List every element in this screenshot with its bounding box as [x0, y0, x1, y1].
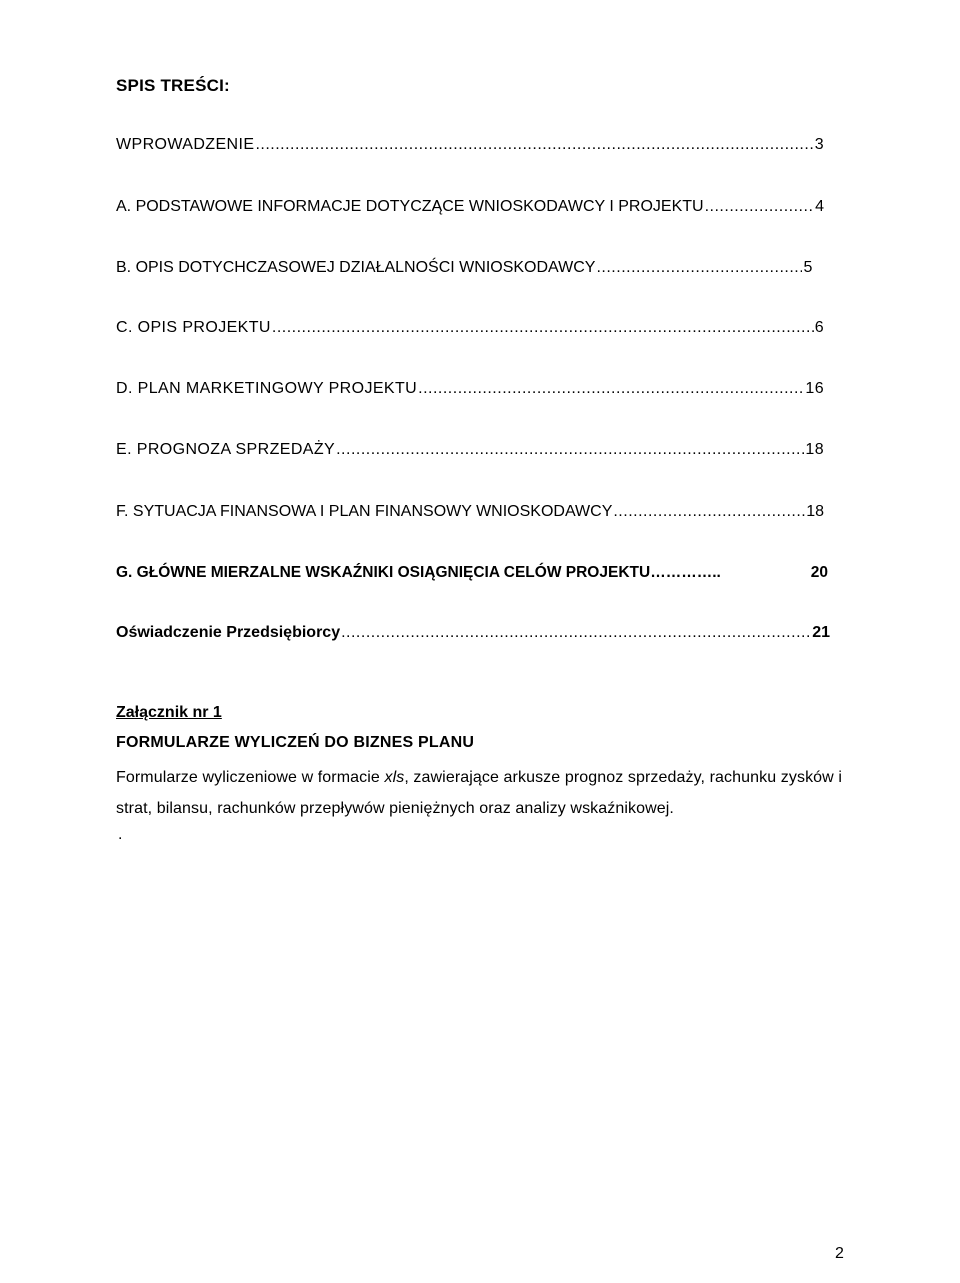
toc-entry-section-c: [116, 319, 824, 337]
toc-entry-section-f: [116, 503, 824, 521]
toc-leader-dots: [255, 136, 813, 154]
toc-entry-label: B. OPIS DOTYCHCZASOWEJ DZIAŁALNOŚCI WNIOSKODAWCY: [116, 259, 596, 276]
toc-entry-separator: …………..: [650, 564, 721, 581]
toc-entry-page: 5: [803, 259, 813, 276]
toc-entry-page: 3: [814, 136, 824, 153]
toc-entry-section-a: [116, 198, 824, 216]
toc-entry-label: G. GŁÓWNE MIERZALNE WSKAŹNIKI OSIĄGNIĘCIA CELÓW PROJEKTU: [116, 564, 651, 581]
toc-entry-label: E. PROGNOZA SPRZEDAŻY: [116, 441, 336, 458]
toc-entry-label: WPROWADZENIE: [116, 136, 255, 153]
toc-entry-label: A. PODSTAWOWE INFORMACJE DOTYCZĄCE WNIOSKODAWCY I PROJEKTU: [116, 198, 704, 215]
toc-leader-dots: [613, 503, 805, 521]
toc-entry-page: 16: [805, 380, 824, 397]
toc-entry-section-g: [116, 564, 828, 582]
toc-entry-page: 4: [815, 198, 824, 215]
annex-label: Załącznik nr 1: [116, 704, 222, 721]
toc-title: SPIS TREŚCI:: [116, 76, 230, 95]
toc-leader-dots: [596, 259, 802, 277]
stray-dot: .: [118, 826, 123, 843]
toc-entry-introduction: [116, 136, 824, 154]
toc-entry-section-b: [116, 259, 824, 277]
toc-entry-page: 20: [810, 564, 828, 581]
toc-entry-page: 18: [805, 441, 824, 458]
annex-description-end: , zawierające arkusze prognoz sprzedaży, rachunku zysków i strat, bilansu, rachunków przepływów pieniężnych oraz analizy wskaźnikowej.: [116, 769, 843, 817]
toc-leader-dots: [705, 198, 815, 216]
toc-entry-label: D. PLAN MARKETINGOWY PROJEKTU: [116, 380, 418, 397]
toc-leader-dots: [336, 441, 804, 459]
toc-entry-page: 21: [812, 624, 830, 641]
toc-entry-declaration: [116, 624, 830, 642]
toc-leader-dots: [341, 624, 811, 642]
toc-leader-dots: [272, 319, 814, 337]
toc-entry-section-d: [116, 380, 824, 398]
toc-entry-page: 18: [806, 503, 824, 520]
toc-leader-dots: [418, 380, 804, 398]
toc-entry-label: F. SYTUACJA FINANSOWA I PLAN FINANSOWY WNIOSKODAWCY: [116, 503, 613, 520]
toc-entry-page: 6: [814, 319, 824, 336]
annex-description-start: Formularze wyliczeniowe w formacie: [116, 769, 385, 786]
page-number: 2: [835, 1245, 844, 1262]
toc-entry-label: C. OPIS PROJEKTU: [116, 319, 271, 336]
toc-entry-label: Oświadczenie Przedsiębiorcy: [116, 624, 341, 641]
toc-entry-section-e: [116, 441, 824, 459]
annex-description: [116, 762, 856, 824]
annex-description-format: xls: [384, 769, 405, 786]
annex-title: FORMULARZE WYLICZEŃ DO BIZNES PLANU: [116, 734, 475, 751]
